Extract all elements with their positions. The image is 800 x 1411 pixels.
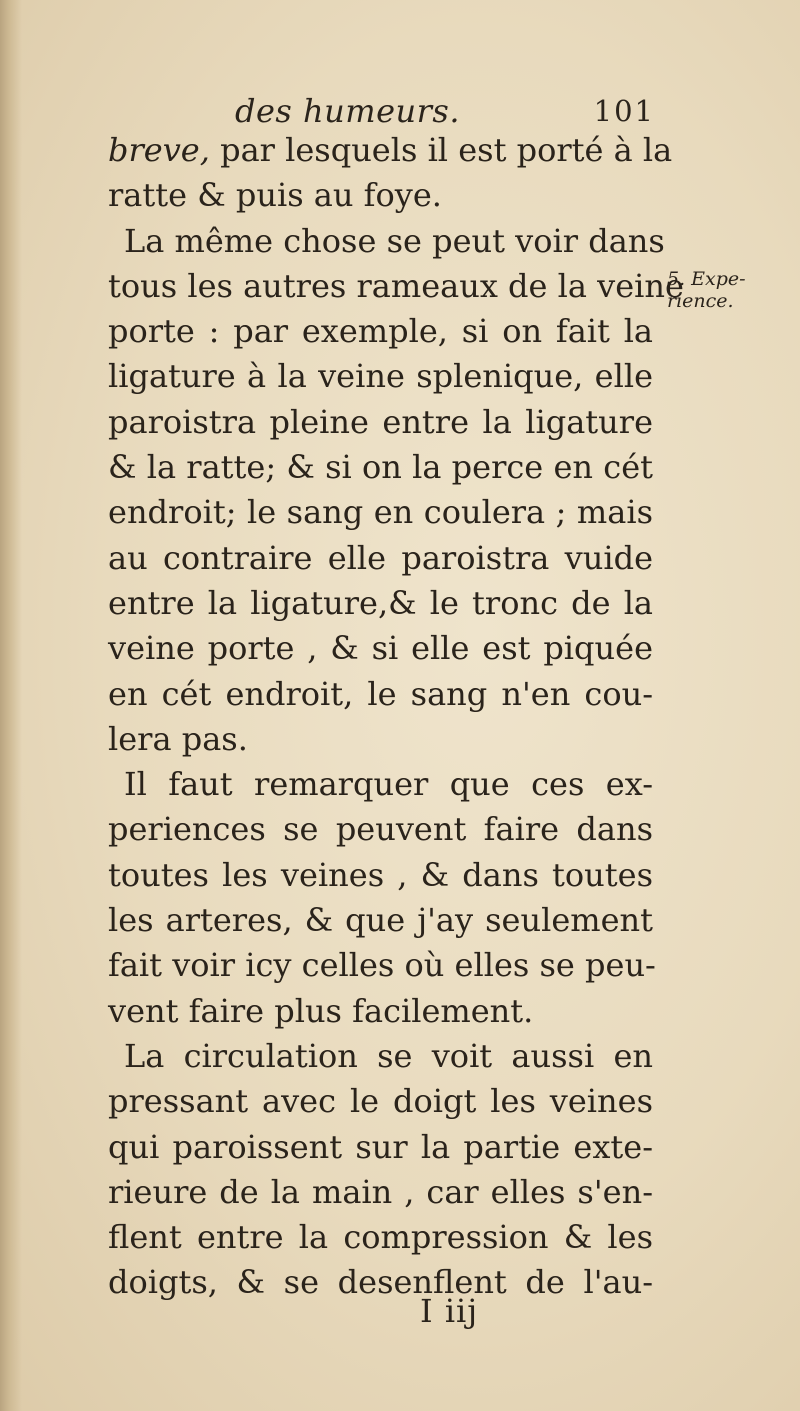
text-line: fait voir icy celles où elles se peu- bbox=[108, 946, 656, 985]
margin-note bbox=[667, 268, 777, 312]
text-line: veine porte , & si elle est piquée bbox=[108, 629, 653, 668]
text-line: flent entre la compression & les bbox=[108, 1218, 653, 1257]
text-line: porte : par exemple, si on fait la bbox=[108, 312, 653, 351]
text-line: endroit; le sang en coulera ; mais bbox=[108, 493, 653, 532]
body-text bbox=[108, 128, 684, 1306]
text-line: paroistra pleine entre la ligature bbox=[108, 402, 653, 441]
text-line: & la ratte; & si on la perce en cét bbox=[108, 448, 653, 487]
text-line: rieure de la main , car elles s'en- bbox=[108, 1172, 653, 1211]
margin-note-line: 5. Expe- bbox=[667, 268, 746, 290]
text-line: tous les autres rameaux de la veine bbox=[108, 266, 684, 305]
text-line: periences se peuvent faire dans bbox=[108, 810, 653, 849]
text-line: qui paroissent sur la partie exte- bbox=[108, 1127, 653, 1166]
text-line: pressant avec le doigt les veines bbox=[108, 1082, 653, 1121]
text-line-content: par lesquels il est porté à la bbox=[209, 131, 673, 169]
text-line: La même chose se peut voir dans bbox=[124, 221, 665, 260]
text-line: lera pas. bbox=[108, 719, 248, 758]
text-line: entre la ligature,& le tronc de la bbox=[108, 583, 653, 622]
text-line: en cét endroit, le sang n'en cou- bbox=[108, 674, 653, 713]
text-line: doigts, & se desenflent de l'au- bbox=[108, 1263, 653, 1302]
margin-note-line: rience. bbox=[667, 290, 734, 312]
text-line: La circulation se voit aussi en bbox=[124, 1036, 653, 1075]
text-line: ligature à la veine splenique, elle bbox=[108, 357, 653, 396]
text-line: Il faut remarquer que ces ex- bbox=[124, 765, 653, 804]
running-head-title: des humeurs. bbox=[235, 92, 461, 130]
page-number: 101 bbox=[593, 94, 655, 128]
text-line: toutes les veines , & dans toutes bbox=[108, 855, 653, 894]
text-line: ratte & puis au foye. bbox=[108, 176, 442, 215]
text-line: au contraire elle paroistra vuide bbox=[108, 538, 653, 577]
text-line: vent faire plus facilement. bbox=[108, 991, 534, 1030]
text-line: les arteres, & que j'ay seulement bbox=[108, 901, 653, 940]
signature-mark: I iij bbox=[420, 1292, 479, 1330]
text-line bbox=[108, 128, 673, 173]
italic-word: breve, bbox=[108, 131, 210, 169]
page-gutter-shadow bbox=[0, 0, 22, 1411]
